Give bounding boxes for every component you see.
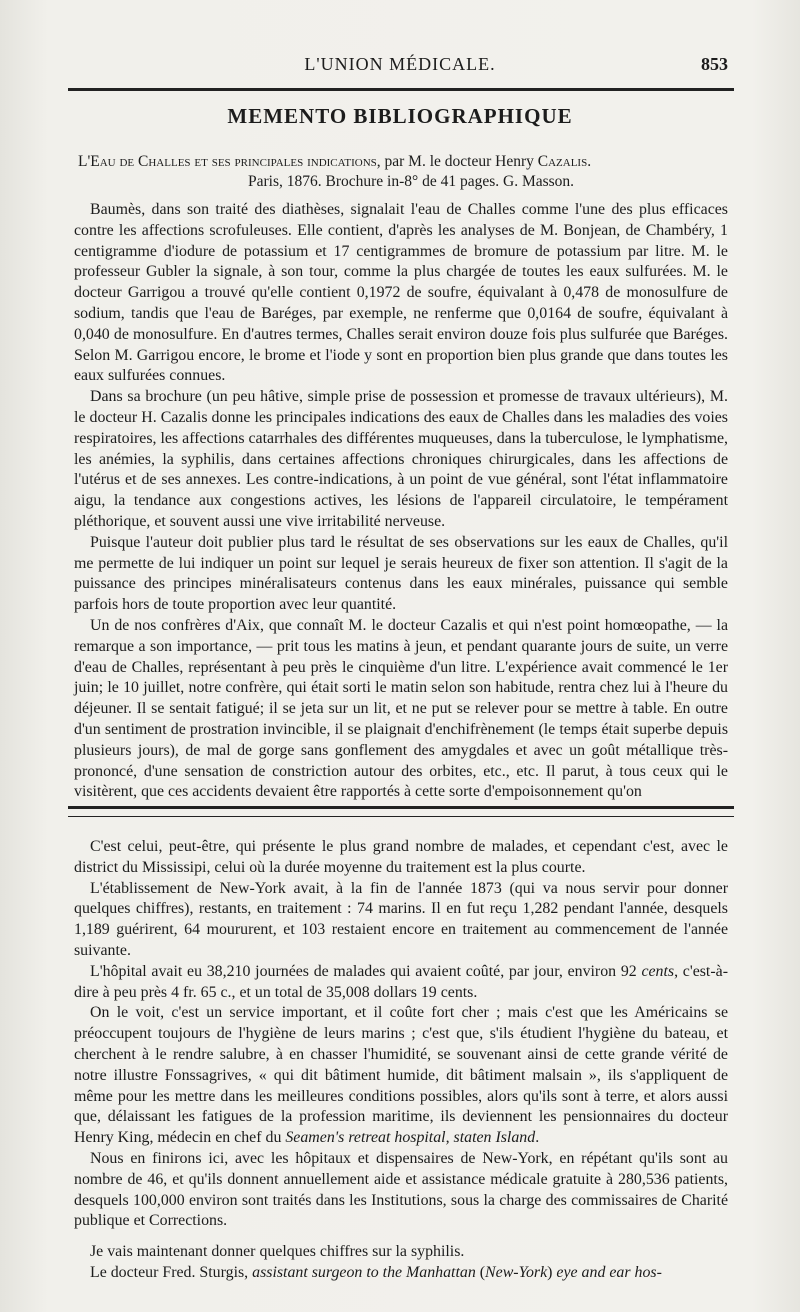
paragraph: Nous en finirons ici, avec les hôpitaux et dispensaires de New-York, en répétant qu'ils sont au nombre de 46, et qu'ils donnent annuellement aide et assistance médicale gratuite à 280,536 patients, desquels 100,000 environ sont traités dans les Institutions, sous la charge des commissaires de Charité publique et Corrections.: [74, 1149, 728, 1230]
reference-title: L'Eau de Challes et ses principales indications: [78, 153, 377, 170]
text-run: L'hôpital avait eu 38,210 journées de malades qui avaient coûté, par jour, environ 92: [90, 962, 642, 980]
text-run-italic: cents: [641, 962, 675, 980]
text-run: On le voit, c'est un service important, et il coûte fort cher ; mais c'est que les Américains se préoccupent toujours de l'hygiène de leurs marins ; c'est que, s'ils étudient l'hygiène du bateau, et cherchent à le rendre salubre, à en chasser l'humidité, se souvenant ainsi de cette grande vérité de notre illustre Fonssagrives, « qui dit bâtiment humide, dit bâtiment malsain », ils s'appliquent de même pour les mettre dans les meilleures conditions possibles, alors qu'ils sont à terre, et alors aussi que, délaissant les fatigues de la profession maritime, ils deviennent les pensionnaires du docteur Henry King, médecin en chef du: [74, 1004, 728, 1147]
section-divider-bottom: [68, 816, 734, 817]
section-divider-top: [68, 806, 734, 809]
paragraph: [74, 962, 728, 1004]
text-run: .: [535, 1129, 540, 1147]
text-run: (: [475, 1263, 486, 1281]
upper-article: [74, 200, 728, 801]
text-run-italic: Seamen's retreat hospital, staten Island: [285, 1129, 536, 1147]
paragraph: Baumès, dans son traité des diathèses, signalait l'eau de Challes comme l'une des plus efficaces contre les affections scrofuleuses. Elle contient, d'après les analyses de M. Bonjean, de Chambéry, 1 centigramme d'iodure de potassium et 17 centigrammes de bromure de potassium par litre. M. le professeur Gubler la signale, à son tour, comme la plus chargée de toutes les eaux sulfurées. M. le docteur Garrigou a trouvé qu'elle contient 0,1972 de soufre, équivalant à 0,478 de monosulfure de sodium, tandis que l'eau de Baréges, par exemple, ne renferme que 0,0164 de soufre, équivalant à 0,040 de monosulfure. En d'autres termes, Challes serait environ douze fois plus sulfurée que Baréges. Selon M. Garrigou encore, le brome et l'iode y sont en proportion bien plus grande que dans toutes les eaux sulfurées connues.: [74, 201, 728, 385]
text-run-italic: eye and ear hos-: [556, 1263, 662, 1281]
reference-author: Cazalis: [537, 153, 588, 170]
text-run: , c'est-à-dire à peu près 4 fr. 65 c., et un total de 35,008 dollars 19 cents.: [74, 962, 728, 1001]
paragraph: Je vais maintenant donner quelques chiffres sur la syphilis.: [90, 1243, 465, 1261]
bibliographic-reference: [78, 152, 724, 192]
header-rule: [68, 88, 734, 91]
text-run-italic: assistant surgeon to the Manhattan: [252, 1263, 476, 1281]
paragraph: Un de nos confrères d'Aix, que connaît M. le docteur Cazalis et qui n'est point homœopathe, — la remarque a son importance, — prit tous les matins à jeun, et pendant quarante jours de suite, un verre d'eau de Challes, représentant à peu près le cinquième d'un litre. L'expérience avait commencé le 1er juin; le 10 juillet, notre confrère, qui était sorti le matin selon son habitude, rentra chez lui à l'heure du déjeuner. Il se sentait fatigué; il se jeta sur un lit, et ne put se relever pour se mettre à table. En outre d'un sentiment de prostration invincible, il se plaignait d'enchifrènement (le temps était superbe depuis plusieurs jours), de mal de gorge sans gonflement des amygdales et avec un goût métallique très-prononcé, d'une sensation de constriction autour des orbites, etc., etc. Il parut, à tous ceux qui le visitèrent, que ces accidents devaient être rapportés à cette sorte d'empoisonnement qu'on: [74, 616, 728, 801]
page-header: [60, 54, 740, 80]
running-title: L'UNION MÉDICALE.: [304, 54, 496, 74]
paragraph: L'établissement de New-York avait, à la fin de l'année 1873 (qui va nous servir pour donner quelques chiffres), restants, en traitement : 74 marins. Il en fut reçu 1,282 pendant l'année, desquels 1,189 guérirent, 64 moururent, et 103 restaient encore en traitement au commencement de l'année suivante.: [74, 879, 728, 959]
reference-imprint: Paris, 1876. Brochure in-8° de 41 pages. G. Masson.: [248, 173, 575, 190]
paragraph: C'est celui, peut-être, qui présente le plus grand nombre de malades, et cependant c'est, avec le district du Mississipi, celui où la durée moyenne du traitement est la plus courte.: [74, 838, 728, 876]
paragraph: [74, 1263, 728, 1284]
text-run-italic: New-York: [485, 1263, 548, 1281]
paragraph: Dans sa brochure (un peu hâtive, simple prise de possession et promesse de travaux ultérieurs), M. le docteur H. Cazalis donne les principales indications des eaux de Challes dans les maladies des voies respiratoires, les affections catarrhales des différentes muqueuses, dans la tuberculose, le lymphatisme, les anémies, la syphilis, dans certaines affections chroniques chirurgicales, dans les affections de l'utérus et de ses annexes. Les contre-indications, à un point de vue général, sont l'état inflammatoire aigu, la tendance aux congestions actives, les lésions de l'appareil circulatoire, le tempérament pléthorique, et souvent aussi une vive irritabilité nerveuse.: [74, 388, 728, 530]
paragraph: Puisque l'auteur doit publier plus tard le résultat de ses observations sur les eaux de Challes, qu'il me permette de lui indiquer un point sur lequel je serais heureux de fixer son attention. Il s'agit de la puissance des principes minéralisateurs contenus dans les eaux minérales, puissance qui semble parfois hors de toute proportion avec leur quantité.: [74, 533, 728, 614]
paragraph: [74, 1003, 728, 1149]
page-number: 853: [701, 54, 728, 74]
text-run: ): [547, 1263, 557, 1281]
text-run: Le docteur Fred. Sturgis,: [90, 1263, 253, 1281]
section-title: MEMENTO BIBLIOGRAPHIQUE: [227, 104, 573, 128]
reference-period: .: [587, 153, 592, 170]
lower-article: [74, 837, 728, 1281]
reference-by: , par M. le docteur Henry: [376, 153, 538, 170]
